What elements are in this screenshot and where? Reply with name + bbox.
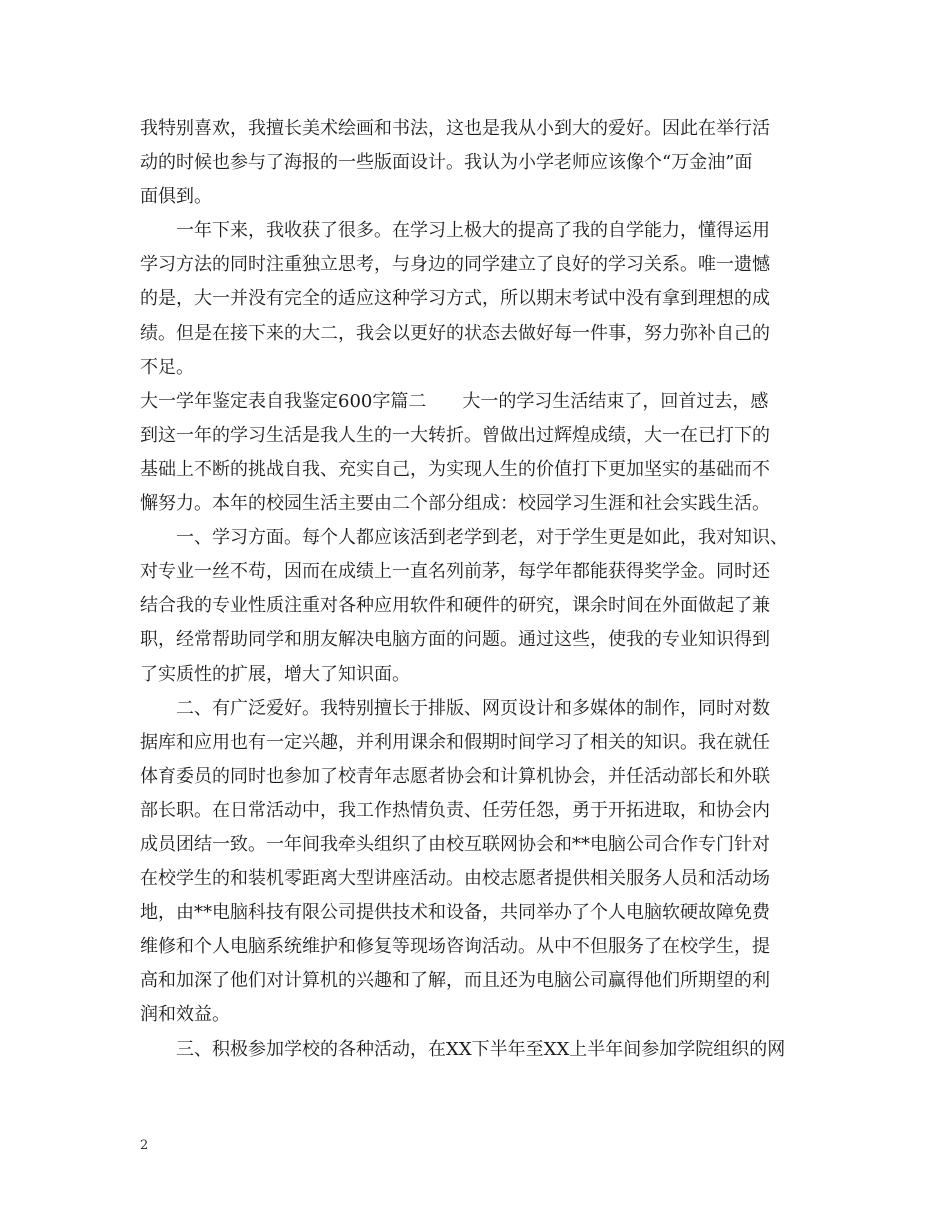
text-line: 我特别喜欢，我擅长美术绘画和书法，这也是我从小到大的爱好。因此在举行活 (140, 118, 770, 139)
text-line: 动的时候也参与了海报的一些版面设计。我认为小学老师应该像个“万金油”面 (140, 152, 753, 174)
text-line: 据库和应用也有一定兴趣，并利用课余和假期时间学习了相关的知识。我在就任 (140, 731, 770, 753)
text-line: 在校学生的和装机零距离大型讲座活动。由校志愿者提供相关服务人员和活动场 (140, 868, 770, 890)
text-line: 绩。但是在接下来的大二，我会以更好的状态去做好每一件事，努力弥补自己的 (140, 322, 770, 344)
text-line: 基础上不断的挑战自我、充实自己，为实现人生的价值打下更加坚实的基础而不 (140, 458, 770, 480)
text-line: 对专业一丝不苟，因而在成绩上一直名列前茅，每学年都能获得奖学金。同时还 (140, 561, 770, 583)
text-line: 成员团结一致。一年间我牵头组织了由校互联网协会和**电脑公司合作专门针对 (140, 833, 770, 855)
text-line: 维修和个人电脑系统维护和修复等现场咨询活动。从中不但服务了在校学生，提 (140, 936, 770, 958)
text-line: 职，经常帮助同学和朋友解决电脑方面的问题。通过这些，使我的专业知识得到 (140, 629, 770, 651)
text-line: 三、积极参加学校的各种活动，在XX下半年至XX上半年间参加学院组织的网 (140, 1038, 786, 1060)
text-line: 面俱到。 (140, 186, 212, 208)
section-heading-line: 大一学年鉴定表自我鉴定600字篇二 大一的学习生活结束了，回首过去，感 (140, 390, 769, 412)
text-line: 高和加深了他们对计算机的兴趣和了解，而且还为电脑公司赢得他们所期望的利 (140, 970, 770, 992)
text-line: 部长职。在日常活动中，我工作热情负责、任劳任怨，勇于开拓进取，和协会内 (140, 799, 770, 821)
text-line: 不足。 (140, 356, 194, 378)
text-line: 学习方法的同时注重独立思考，与身边的同学建立了良好的学习关系。唯一遗憾 (140, 254, 770, 276)
text-line: 了实质性的扩展，增大了知识面。 (140, 663, 410, 685)
text-line: 的是，大一并没有完全的适应这种学习方式，所以期末考试中没有拿到理想的成 (140, 288, 770, 310)
text-line: 二、有广泛爱好。我特别擅长于排版、网页设计和多媒体的制作，同时对数 (140, 697, 770, 719)
text-line: 润和效益。 (140, 1004, 230, 1026)
text-line: 地，由**电脑科技有限公司提供技术和设备，共同举办了个人电脑软硬故障免费 (140, 902, 770, 924)
page-number: 2 (140, 1138, 149, 1153)
body-text (140, 112, 820, 1067)
text-line: 一年下来，我收获了很多。在学习上极大的提高了我的自学能力，懂得运用 (140, 220, 770, 242)
text-line: 体育委员的同时也参加了校青年志愿者协会和计算机协会，并任活动部长和外联 (140, 765, 770, 787)
text-line: 懈努力。本年的校园生活主要由二个部分组成：校园学习生涯和社会实践生活。 (140, 493, 770, 515)
text-line: 一、学习方面。每个人都应该活到老学到老，对于学生更是如此，我对知识、 (140, 527, 788, 549)
text-line: 到这一年的学习生活是我人生的一大转折。曾做出过辉煌成绩，大一在已打下的 (140, 424, 770, 446)
text-line: 结合我的专业性质注重对各种应用软件和硬件的研究，课余时间在外面做起了兼 (140, 595, 770, 617)
